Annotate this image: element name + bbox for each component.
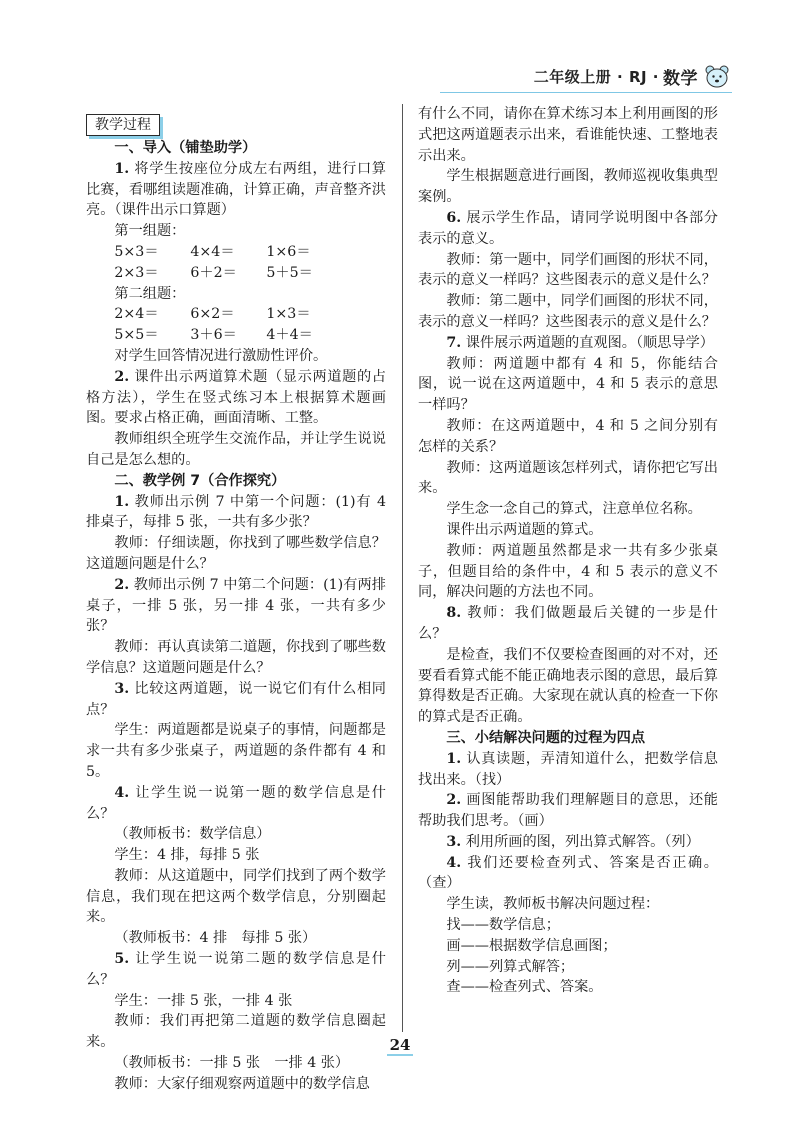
column-divider — [402, 104, 403, 1032]
paragraph: 5. 让学生说一说第二题的数学信息是什么？ — [86, 951, 386, 988]
equation-row: 2×3＝ 6＋2＝ 5＋5＝ — [114, 264, 313, 281]
group-label: 第一组题： — [114, 223, 186, 240]
paragraph: 7. 课件展示两道题的直观图。（顺思导学） — [446, 334, 714, 351]
equation-row: 5×5＝ 3＋6＝ 4＋4＝ — [114, 327, 313, 344]
paragraph: （教师板书：一排 5 张 一排 4 张） — [114, 1055, 350, 1072]
paragraph: 学生根据题意进行画图，教师巡视收集典型案例。 — [418, 168, 718, 206]
paragraph: 教师：从这道题中，同学们找到了两个数学信息，我们现在把这两个数学信息，分别圈起来。 — [86, 867, 386, 926]
paragraph: 有什么不同，请你在算术练习本上利用画图的形式把这两道题表示出来，看谁能快速、工整地表示出来。 — [418, 106, 718, 164]
paragraph: 教师：两道题中都有 4 和 5，你能结合图，说一说在这两道题中，4 和 5 表示的意思一样吗？ — [418, 355, 718, 414]
group-label: 第二组题： — [114, 285, 186, 302]
paragraph: 2. 画图能帮助我们理解题目的意思，还能帮助我们思考。（画） — [418, 792, 718, 830]
page-header — [534, 62, 730, 90]
paragraph: 教师：我们再把第二道题的数学信息圈起来。 — [86, 1013, 386, 1051]
process-step: 找——数学信息； — [446, 917, 560, 934]
section-heading-1: 一、导入（铺垫助学） — [114, 140, 257, 156]
paragraph: 对学生回答情况进行激励性评价。 — [114, 347, 328, 364]
paragraph: 3. 利用所画的图，列出算式解答。（列） — [446, 833, 700, 850]
header-rule — [440, 92, 732, 93]
paragraph: 学生：两道题都是说桌子的事情，问题都是求一共有多少张桌子，两道题的条件都有 4 和 5。 — [86, 722, 386, 780]
paragraph: 4. 我们还要检查列式、答案是否正确。（查） — [418, 854, 718, 892]
paragraph: 学生念一念自己的算式，注意单位名称。 — [446, 501, 702, 518]
paragraph: 教师：仔细读题，你找到了哪些数学信息？这道题问题是什么？ — [86, 535, 386, 572]
paragraph: 4. 让学生说一说第一题的数学信息是什么？ — [86, 784, 386, 822]
paragraph: 教师组织全班学生交流作品，并让学生说说自己是怎么想的。 — [86, 431, 386, 468]
paragraph: 6. 展示学生作品，请同学说明图中各部分表示的意义。 — [418, 209, 718, 247]
equation-row: 2×4＝ 6×2＝ 1×3＝ — [114, 306, 311, 323]
paragraph: 8. 教师：我们做题最后关键的一步是什么？ — [418, 605, 718, 642]
paragraph: 学生：4 排，每排 5 张 — [114, 847, 260, 864]
paragraph: 课件出示两道题的算式。 — [446, 521, 603, 538]
process-step: 查——检查列式、答案。 — [446, 979, 603, 996]
left-column — [86, 114, 386, 1095]
section-heading-3: 三、小结解决问题的过程为四点 — [446, 729, 646, 746]
process-step: 列——列算式解答； — [446, 958, 575, 975]
paragraph: 教师：第一题中，同学们画图的形状不同，表示的意义一样吗？这些图表示的意义是什么？ — [418, 251, 718, 289]
section-box-title: 教学过程 — [86, 114, 160, 136]
paragraph: 1. 教师出示例 7 中第一个问题：(1)有 4 排桌子，每排 5 张，一共有多少张？ — [86, 493, 387, 531]
process-step: 画——根据数学信息画图； — [446, 937, 617, 954]
bear-mascot-icon — [704, 63, 730, 89]
paragraph: 教师：再认真读第二道题，你找到了哪些数学信息？这道题问题是什么？ — [86, 639, 386, 676]
header-grade-edition: 二年级上册 · RJ · — [533, 67, 659, 86]
paragraph: （教师板书：4 排 每排 5 张） — [114, 930, 317, 947]
paragraph: 3. 比较这两道题，说一说它们有什么相同点？ — [86, 680, 386, 718]
paragraph: 1. 将学生按座位分成左右两组，进行口算比赛，看哪组读题准确，计算正确，声音整齐洪亮。（课件出示口算题） — [86, 160, 386, 219]
paragraph: （教师板书：数学信息） — [114, 826, 271, 843]
paragraph: 1. 认真读题，弄清知道什么，把数学信息找出来。（找） — [418, 750, 718, 788]
equation-row: 5×3＝ 4×4＝ 1×6＝ — [114, 243, 311, 260]
paragraph: 教师：这两道题该怎样列式，请你把它写出来。 — [418, 459, 718, 497]
paragraph: 2. 课件出示两道算术题（显示两道题的占格方法），学生在竖式练习本上根据算术题画图。要求占格正确，画面清晰、工整。 — [86, 368, 386, 427]
section-heading-2: 二、教学例 7（合作探究） — [114, 472, 286, 489]
paragraph: 教师：在这两道题中，4 和 5 之间分别有怎样的关系？ — [418, 417, 718, 455]
paragraph: 是检查，我们不仅要检查图画的对不对，还要看看算式能不能正确地表示图的意思，最后算算得数是否正确。大家现在就认真的检查一下你的算式是否正确。 — [418, 646, 718, 726]
paragraph: 教师：两道题虽然都是求一共有多少张桌子，但题目给的条件中，4 和 5 表示的意义不同，解决问题的方法也不同。 — [418, 542, 718, 601]
header-subject: 数学 — [663, 68, 698, 89]
paragraph: 2. 教师出示例 7 中第二个问题：(1)有两排桌子，一排 5 张，另一排 4 张，一共有多少张？ — [86, 576, 386, 635]
paragraph: 学生：一排 5 张，一排 4 张 — [114, 992, 293, 1009]
paragraph: 学生读，教师板书解决问题过程： — [446, 896, 660, 913]
page-number: 24 — [0, 1036, 800, 1054]
right-column — [418, 104, 718, 998]
paragraph: 教师：第二题中，同学们画图的形状不同，表示的意义一样吗？这些图表示的意义是什么？ — [418, 293, 718, 330]
paragraph: 教师：大家仔细观察两道题中的数学信息 — [114, 1075, 370, 1092]
